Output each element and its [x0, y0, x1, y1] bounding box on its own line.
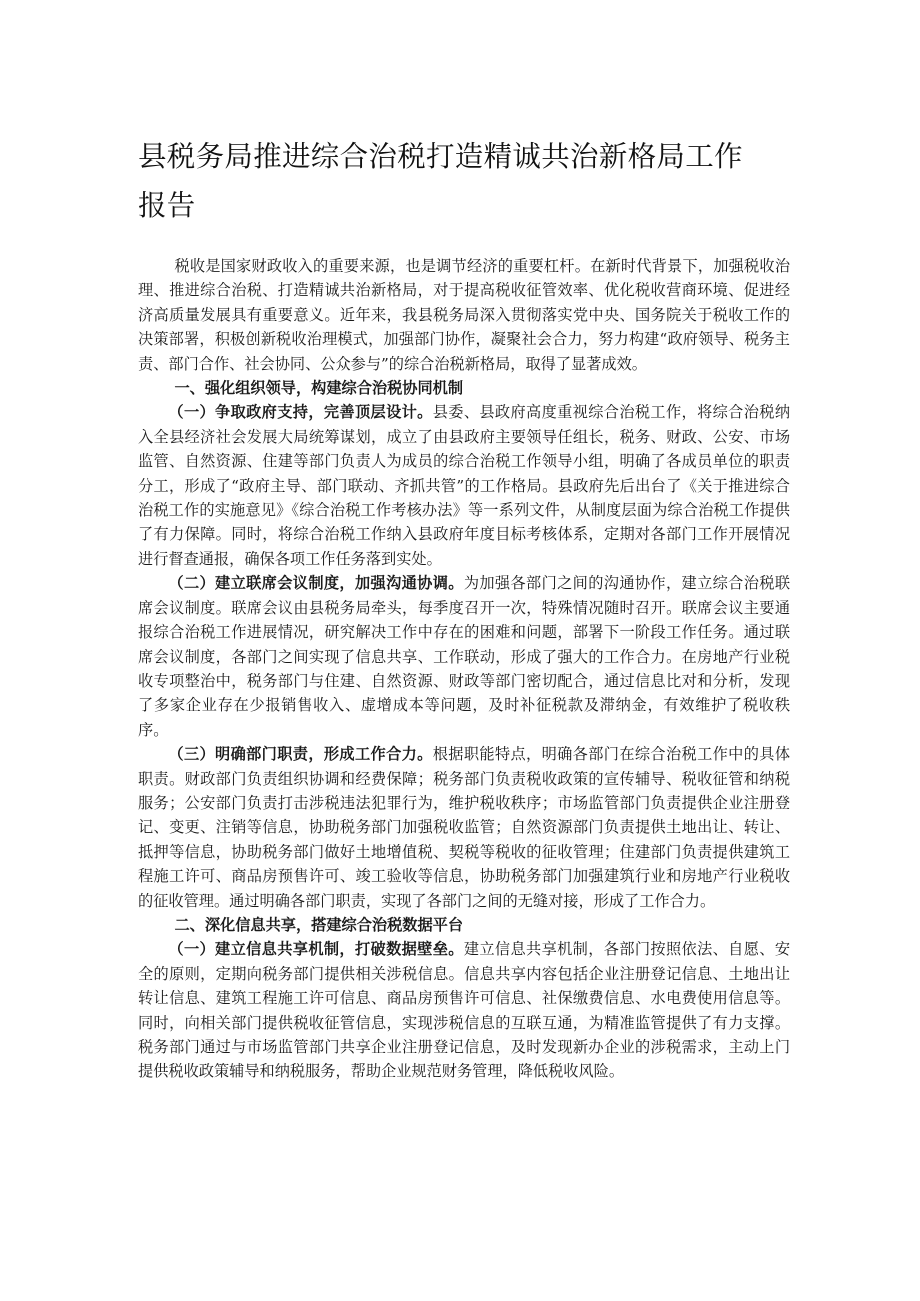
subheading-lead: （三）明确部门职责，形成工作合力。: [168, 745, 433, 764]
paragraph-text: 建立信息共享机制，各部门按照依法、自愿、安全的原则，定期向税务部门提供相关涉税信息。信息共享内容包括企业注册登记信息、土地出让转让信息、建筑工程施工许可信息、商品房预售许可信息、社保缴费信息、水电费使用信息等。同时，向相关部门提供税收征管信息，实现涉税信息的互联互通，为精准监管提供了有力支撑。税务部门通过与市场监管部门共享企业注册登记信息，及时发现新办企业的涉税需求，主动上门提供税收政策辅导和纳税服务，帮助企业规范财务管理，降低税收风险。: [138, 940, 791, 1081]
subheading-lead: （一）建立信息共享机制，打破数据壁垒。: [168, 940, 464, 959]
document-body: [138, 254, 790, 1084]
intro-paragraph: 税收是国家财政收入的重要来源，也是调节经济的重要杠杆。在新时代背景下，加强税收治理、推进综合治税、打造精诚共治新格局，对于提高税收征管效率、优化税收营商环境、促进经济高质量发展具有重要意义。近年来，我县税务局深入贯彻落实党中央、国务院关于税收工作的决策部署，积极创新税收治理模式，加强部门协作，凝聚社会合力，努力构建“政府领导、税务主责、部门合作、社会协同、公众参与”的综合治税新格局，取得了显著成效。: [138, 257, 790, 373]
paragraph-text: 县委、县政府高度重视综合治税工作，将综合治税纳入全县经济社会发展大局统筹谋划，成立了由县政府主要领导任组长，税务、财政、公安、市场监管、自然资源、住建等部门负责人为成员的综合治税工作领导小组，明确了各成员单位的职责分工，形成了“政府主导、部门联动、齐抓共管”的工作格局。县政府先后出台了《关于推进综合治税工作的实施意见》《综合治税工作考核办法》等一系列文件，从制度层面为综合治税工作提供了有力保障。同时，将综合治税工作纳入县政府年度目标考核体系，定期对各部门工作开展情况进行督查通报，确保各项工作任务落到实处。: [138, 403, 791, 568]
section-2-heading: 二、深化信息共享，搭建综合治税数据平台: [174, 915, 464, 934]
section-1-paragraph-3: [138, 742, 790, 913]
section-1-paragraph-1: [138, 400, 790, 571]
document-page: [138, 132, 790, 1084]
document-title: 县税务局推进综合治税打造精诚共治新格局工作报告: [138, 140, 743, 222]
section-1-paragraph-2: [138, 571, 790, 742]
subheading-lead: （一）争取政府支持，完善顶层设计。: [168, 403, 433, 422]
paragraph-text: 为加强各部门之间的沟通协作，建立综合治税联席会议制度。联席会议由县税务局牵头，每季度召开一次，特殊情况随时召开。联席会议主要通报综合治税工作进展情况，研究解决工作中存在的困难和问题，部署下一阶段工作任务。通过联席会议制度，各部门之间实现了信息共享、工作联动，形成了强大的工作合力。在房地产行业税收专项整治中，税务部门与住建、自然资源、财政等部门密切配合，通过信息比对和分析，发现了多家企业存在少报销售收入、虚增成本等问题，及时补征税款及滞纳金，有效维护了税收秩序。: [138, 574, 791, 739]
section-1-heading: 一、强化组织领导，构建综合治税协同机制: [174, 379, 464, 398]
section-2-paragraph-1: [138, 937, 790, 1083]
paragraph-text: 根据职能特点，明确各部门在综合治税工作中的具体职责。财政部门负责组织协调和经费保障；税务部门负责税收政策的宣传辅导、税收征管和纳税服务；公安部门负责打击涉税违法犯罪行为，维护税收秩序；市场监管部门负责提供企业注册登记、变更、注销等信息，协助税务部门加强税收监管；自然资源部门负责提供土地出让、转让、抵押等信息，协助税务部门做好土地增值税、契税等税收的征收管理；住建部门负责提供建筑工程施工许可、商品房预售许可、竣工验收等信息，协助税务部门加强建筑行业和房地产行业税收的征收管理。通过明确各部门职责，实现了各部门之间的无缝对接，形成了工作合力。: [138, 745, 791, 910]
subheading-lead: （二）建立联席会议制度，加强沟通协调。: [168, 574, 464, 593]
